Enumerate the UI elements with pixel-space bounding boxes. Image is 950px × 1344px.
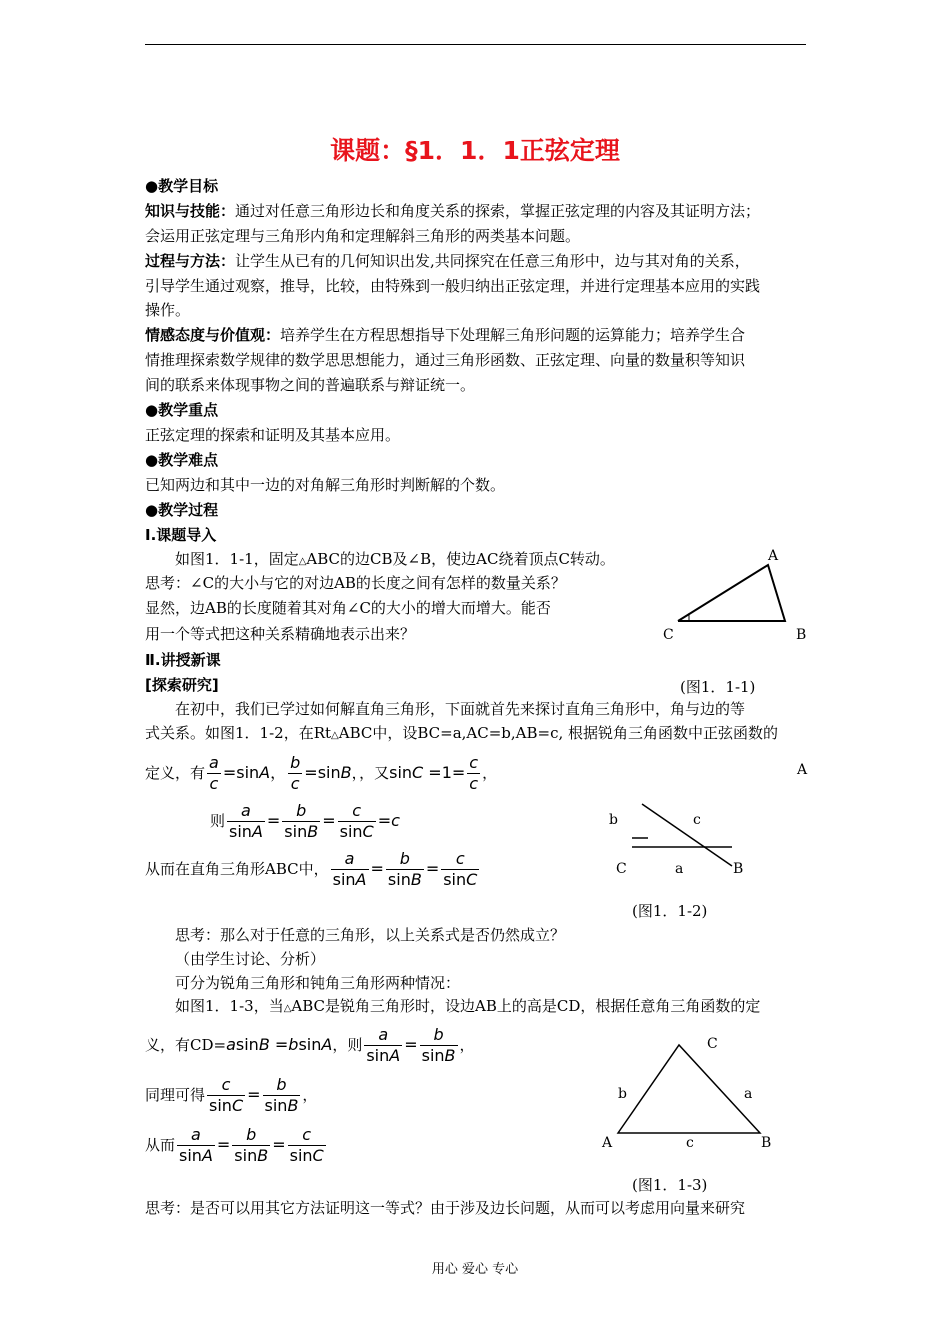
figure-1-3-caption: (图1．1-3) <box>632 1176 708 1194</box>
intro-text-b: ABC的边CB及 <box>306 550 408 568</box>
process-line-3: 操作。 <box>145 301 191 319</box>
then-line: 则 $\frac{a}{\sin A}$ = $\frac{b}{\sin B}$ = $\frac{c}{\sin C}$ =c <box>210 801 400 841</box>
triangle-symbol-icon: △ <box>283 1003 292 1014</box>
section-2-heading: Ⅱ.讲授新课 <box>145 651 221 669</box>
p1-line-2 <box>145 722 778 747</box>
svg-text:A: A <box>768 548 779 564</box>
emotion-text-1: 培养学生在方程思想指导下处理解三角形问题的运算能力；培养学生合 <box>280 326 746 344</box>
figure-1-2-caption: (图1．1-2) <box>632 902 708 920</box>
emotion-line-1 <box>145 324 745 346</box>
stray-label-a: A <box>797 762 808 778</box>
think-1-label: 思考： <box>145 574 191 592</box>
svg-text:C: C <box>663 627 674 643</box>
triangle-symbol-icon: △ <box>331 730 339 741</box>
figure-1-1-caption: (图1．1-1) <box>680 678 756 696</box>
p2-line-1 <box>175 995 760 1020</box>
p2-then-text: ，则 <box>332 1036 363 1054</box>
difficulty-text: 已知两边和其中一边的对角解三角形时判断解的个数。 <box>145 476 506 494</box>
thus-text: 从而在直角三角形ABC中， <box>145 860 329 878</box>
svg-text:a: a <box>744 1086 753 1102</box>
svg-text:b: b <box>609 812 618 828</box>
cases-line: 可分为锐角三角形和钝角三角形两种情况： <box>175 974 461 992</box>
process-text-1: 让学生从已有的几何知识出发,共同探究在任意三角形中，边与其对角的关系， <box>235 252 750 270</box>
similar-label: 同理可得 <box>145 1086 206 1104</box>
emotion-line-3: 间的联系来体现事物之间的普遍联系与辩证统一。 <box>145 376 476 394</box>
svg-text:C: C <box>616 861 627 877</box>
svg-text:c: c <box>686 1135 694 1151</box>
angle-symbol-icon: ∠ <box>346 599 360 617</box>
intro-text-a: 如图1．1-1，固定 <box>175 550 299 568</box>
process-line-2: 引导学生通过观察，推导，比较，由特殊到一般归纳出正弦定理，并进行定理基本应用的实践 <box>145 277 761 295</box>
svg-text:A: A <box>602 1135 613 1151</box>
p1-text-a: 式关系。如图1．1-2，在Rt <box>145 724 332 742</box>
obvious-text-a: 显然，边AB的长度随着其对角 <box>145 599 347 617</box>
process-label: 过程与方法： <box>145 252 236 270</box>
svg-text:B: B <box>733 861 744 877</box>
p2-cd-text: 义，有CD= <box>145 1036 227 1054</box>
figure-1-2 <box>600 795 760 890</box>
procedure-heading: ●教学过程 <box>145 501 219 519</box>
goals-heading: ●教学目标 <box>145 177 219 195</box>
svg-text:B: B <box>761 1135 772 1151</box>
difficulty-heading: ●教学难点 <box>145 451 219 469</box>
knowledge-label: 知识与技能： <box>145 202 236 220</box>
thus-line: 从而在直角三角形ABC中， $\frac{a}{\sin A}$ = $\frac{b}{\sin B}$ = $\frac{c}{\sin C}$ <box>145 849 478 889</box>
knowledge-line-2: 会运用正弦定理与三角形内角和定理解斜三角形的两类基本问题。 <box>145 227 581 245</box>
p2-text-b: ABC是锐角三角形时，设边AB上的高是CD，根据任意角三角函数的定 <box>291 997 761 1015</box>
angle-symbol-icon: ∠ <box>407 550 421 568</box>
knowledge-text-1: 通过对任意三角形边长和角度关系的探索，掌握正弦定理的内容及其证明方法； <box>235 202 761 220</box>
obvious-line <box>145 597 551 619</box>
explore-heading: [探索研究] <box>145 676 219 694</box>
think-2: 思考：那么对于任意的三角形，以上关系式是否仍然成立？ <box>175 926 566 944</box>
figure-1-3 <box>595 1030 780 1155</box>
p1-text-b: ABC中，设BC=a,AC=b,AB=c, 根据锐角三角函数中正弦函数的 <box>338 724 779 742</box>
section-1-heading: Ⅰ.课题导入 <box>145 526 217 544</box>
angle-symbol-icon: ∠ <box>190 574 203 592</box>
hence-label: 从而 <box>145 1136 176 1154</box>
figure-1-1 <box>655 545 815 650</box>
triangle-symbol-icon: △ <box>298 556 307 567</box>
p2-text-a: 如图1．1-3，当 <box>175 997 284 1015</box>
process-line-1 <box>145 250 750 272</box>
svg-text:B: B <box>796 627 807 643</box>
definition-line: 定义，有 $\frac{a}{c}$ =sinA， $\frac{b}{c}$ =sinB，，又sinC =1= $\frac{c}{c}$ ， <box>145 753 498 793</box>
think-3: 思考：是否可以用其它方法证明这一等式？由于涉及边长问题，从而可以考虑用向量来研究 <box>145 1199 746 1217</box>
emotion-line-2: 情推理探索数学规律的数学思思想能力，通过三角形函数、正弦定理、向量的数量积等知识 <box>145 351 746 369</box>
svg-text:b: b <box>618 1086 627 1102</box>
header-rule <box>145 44 806 45</box>
def-text-c: ，又 <box>359 764 390 782</box>
intro-text-c: B，使边AC绕着顶点C转动。 <box>420 550 615 568</box>
similar-line: 同理可得 $\frac{c}{\sin C}$ = $\frac{b}{\sin B}$ ， <box>145 1075 318 1115</box>
svg-text:C: C <box>707 1036 718 1052</box>
intro-line <box>175 548 615 573</box>
p1-line-1: 在初中，我们已学过如何解直角三角形，下面就首先来探讨直角三角形中，角与边的等 <box>175 700 746 718</box>
focus-heading: ●教学重点 <box>145 401 219 419</box>
obvious-line-2: 用一个等式把这种关系精确地表示出来？ <box>145 625 416 643</box>
focus-text: 正弦定理的探索和证明及其基本应用。 <box>145 426 401 444</box>
discuss-line: （由学生讨论、分析） <box>175 950 326 968</box>
think-1-text: C的大小与它的对边AB的长度之间有怎样的数量关系？ <box>202 574 566 592</box>
p2-line-2: 义，有CD=asinB =bsinA，则 $\frac{a}{\sin A}$ = $\frac{b}{\sin B}$ ， <box>145 1025 475 1065</box>
obvious-text-b: C的大小的增大而增大。能否 <box>359 599 551 617</box>
page-title: 课题：§1．1．1正弦定理 <box>330 136 620 165</box>
svg-text:c: c <box>693 812 701 828</box>
svg-text:a: a <box>675 861 684 877</box>
hence-line: 从而 $\frac{a}{\sin A}$ = $\frac{b}{\sin B}$ = $\frac{c}{\sin C}$ <box>145 1125 324 1165</box>
think-1 <box>145 572 566 594</box>
knowledge-line-1 <box>145 200 760 222</box>
then-label: 则 <box>210 812 226 830</box>
emotion-label: 情感态度与价值观： <box>145 326 281 344</box>
page-footer: 用心 爱心 专心 <box>431 1262 519 1277</box>
def-text-a: 定义，有 <box>145 764 206 782</box>
